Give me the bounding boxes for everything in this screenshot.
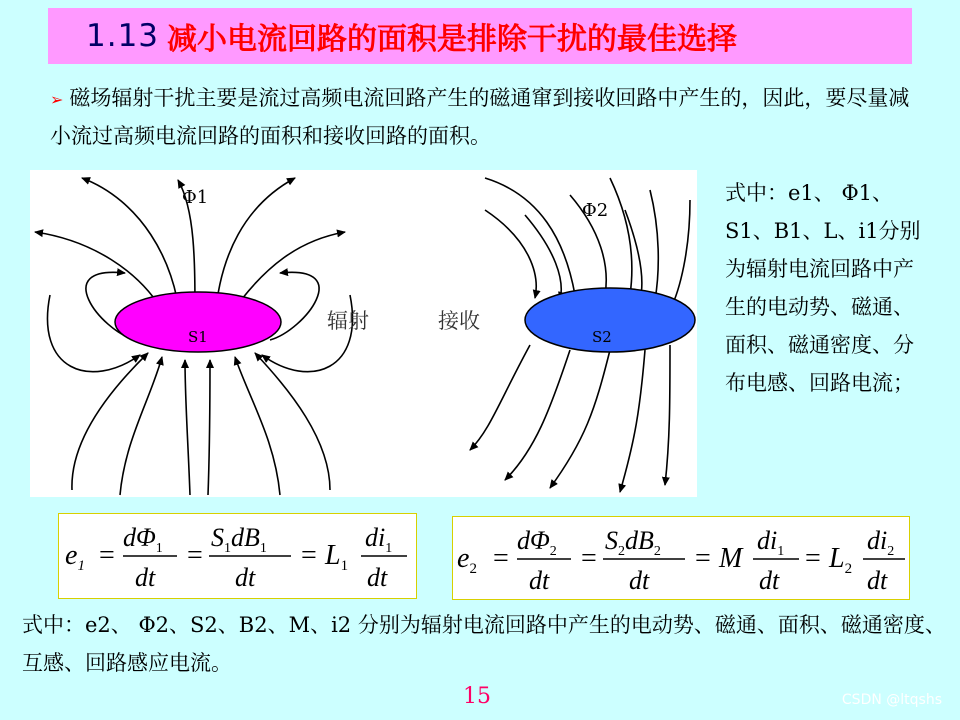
- svg-text:dt: dt: [759, 566, 780, 595]
- radiate-label: 辐射: [327, 309, 369, 333]
- svg-text:dt: dt: [135, 563, 156, 592]
- slide-title-bar: [48, 8, 912, 64]
- e1-symbol: e: [65, 540, 78, 571]
- magnetic-field-diagram: [30, 170, 697, 497]
- svg-text:dt: dt: [629, 566, 650, 595]
- formula-e1-box: [58, 513, 417, 599]
- s1-label: S1: [188, 328, 208, 346]
- bottom-explanation: 式中：e2、 Φ2、S2、B2、M、i2 分别为辐射电流回路中产生的电动势、磁通、面积、磁通密度、互感、回路感应电流。: [22, 613, 946, 675]
- s2-label: S2: [592, 328, 612, 346]
- svg-text:=: =: [805, 543, 821, 574]
- svg-text:dt: dt: [867, 566, 888, 595]
- svg-text:e2: $e_2$: [457, 543, 477, 577]
- svg-text:L2: $L_2$: [829, 543, 853, 577]
- watermark-text: CSDN @ltqshs: [841, 692, 942, 708]
- svg-text:=: =: [301, 540, 317, 571]
- svg-text:di1: $di_1$: [757, 526, 785, 559]
- side-note-text: 式中：e1、 Φ1、S1、B1、L、i1分别为辐射电流回路中产生的电动势、磁通、面积、磁通密度、分布电感、回路电流；: [725, 181, 921, 395]
- formula-e1: [59, 514, 416, 598]
- svg-text:di2: $di_2$: [867, 526, 895, 559]
- formula-e2-box: [452, 516, 910, 600]
- slide-title: 减小电流回路的面积是排除干扰的最佳选择: [167, 22, 738, 57]
- field-lines-svg: [30, 170, 697, 497]
- bullet-arrow-icon: ➢: [50, 90, 64, 109]
- svg-text:=: =: [99, 540, 115, 571]
- svg-text:di1: $di_1$: [365, 523, 393, 556]
- phi2-label: Φ2: [582, 200, 609, 221]
- svg-text:=: =: [493, 543, 509, 574]
- svg-text:=: =: [695, 543, 711, 574]
- e2-symbol: e: [457, 543, 470, 574]
- page-number: 15: [463, 684, 491, 709]
- phi1-label: Φ1: [182, 187, 209, 208]
- svg-text:dt: dt: [235, 563, 256, 592]
- receive-label: 接收: [438, 309, 480, 333]
- svg-text:=: =: [187, 540, 203, 571]
- intro-text: 磁场辐射干扰主要是流过高频电流回路产生的磁通窜到接收回路中产生的，因此，要尽量减小流过高频电流回路的面积和接收回路的面积。: [50, 86, 910, 148]
- svg-text:dΦ1: $d\Phi_1$: [123, 523, 163, 556]
- svg-text:e1: $e_1$: [65, 540, 85, 574]
- svg-text:M: M: [719, 543, 743, 574]
- section-number: 1.13: [86, 18, 160, 54]
- svg-text:S1dB1: $S_1dB_1$: [211, 523, 267, 556]
- intro-paragraph: [50, 80, 930, 154]
- svg-text:S2dB2: $S_2dB_2$: [605, 526, 661, 559]
- svg-text:dt: dt: [529, 566, 550, 595]
- svg-text:dt: dt: [367, 563, 388, 592]
- svg-text:dΦ2: $d\Phi_2$: [517, 526, 557, 559]
- svg-text:L1: $L_1$: [325, 540, 349, 574]
- formula-e2: [453, 517, 909, 599]
- svg-text:=: =: [581, 543, 597, 574]
